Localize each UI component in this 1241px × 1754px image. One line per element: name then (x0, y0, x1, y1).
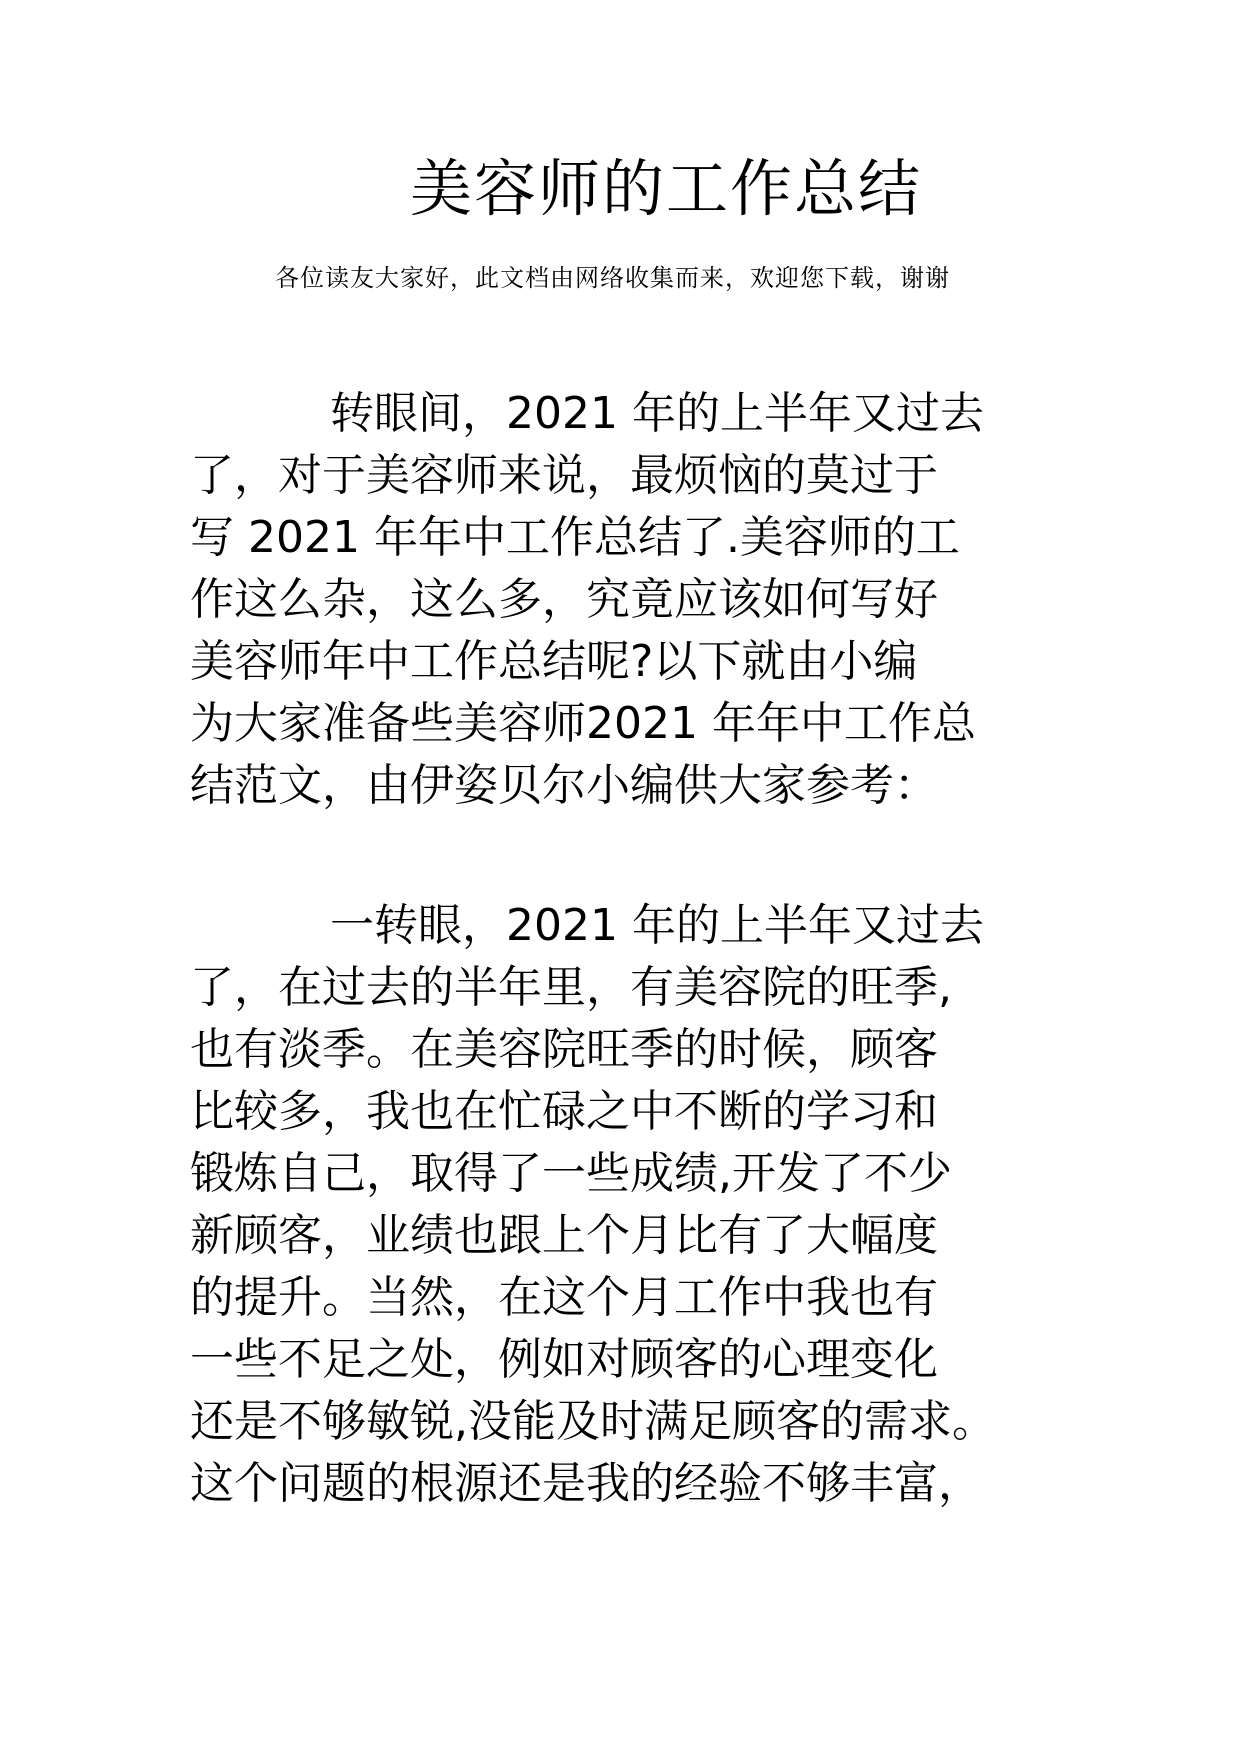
paragraph-line: 结范文，由伊姿贝尔小编供大家参考： (190, 760, 938, 811)
paragraph-line: 作这么杂，这么多，究竟应该如何写好 (190, 574, 938, 625)
paragraph-line: 比较多，我也在忙碌之中不断的学习和 (190, 1086, 938, 1137)
paragraph-line: 的提升。当然，在这个月工作中我也有 (190, 1272, 938, 1323)
paragraph-line: 一转眼，2021 年的上半年又过去 (330, 900, 984, 951)
paragraph-line: 转眼间，2021 年的上半年又过去 (330, 388, 984, 439)
paragraph-line: 了，对于美容师来说，最烦恼的莫过于 (190, 450, 938, 501)
paragraph-line: 写 2021 年年中工作总结了.美容师的工 (190, 512, 960, 563)
paragraph-line: 也有淡季。在美容院旺季的时候，顾客 (190, 1024, 938, 1075)
paragraph-line: 锻炼自己，取得了一些成绩,开发了不少 (190, 1148, 952, 1199)
paragraph-line: 这个问题的根源还是我的经验不够丰富， (190, 1458, 982, 1509)
paragraph-line: 美容师年中工作总结呢?以下就由小编 (190, 636, 918, 687)
document-title: 美容师的工作总结 (410, 152, 923, 225)
paragraph-line: 新顾客，业绩也跟上个月比有了大幅度 (190, 1210, 938, 1261)
paragraph-line: 还是不够敏锐,没能及时满足顾客的需求。 (190, 1396, 996, 1447)
document-subtitle: 各位读友大家好，此文档由网络收集而来，欢迎您下载，谢谢 (275, 264, 950, 292)
paragraph-line: 了，在过去的半年里，有美容院的旺季, (190, 962, 952, 1013)
paragraph-line: 为大家准备些美容师2021 年年中工作总 (190, 698, 976, 749)
paragraph-line: 一些不足之处，例如对顾客的心理变化 (190, 1334, 938, 1385)
